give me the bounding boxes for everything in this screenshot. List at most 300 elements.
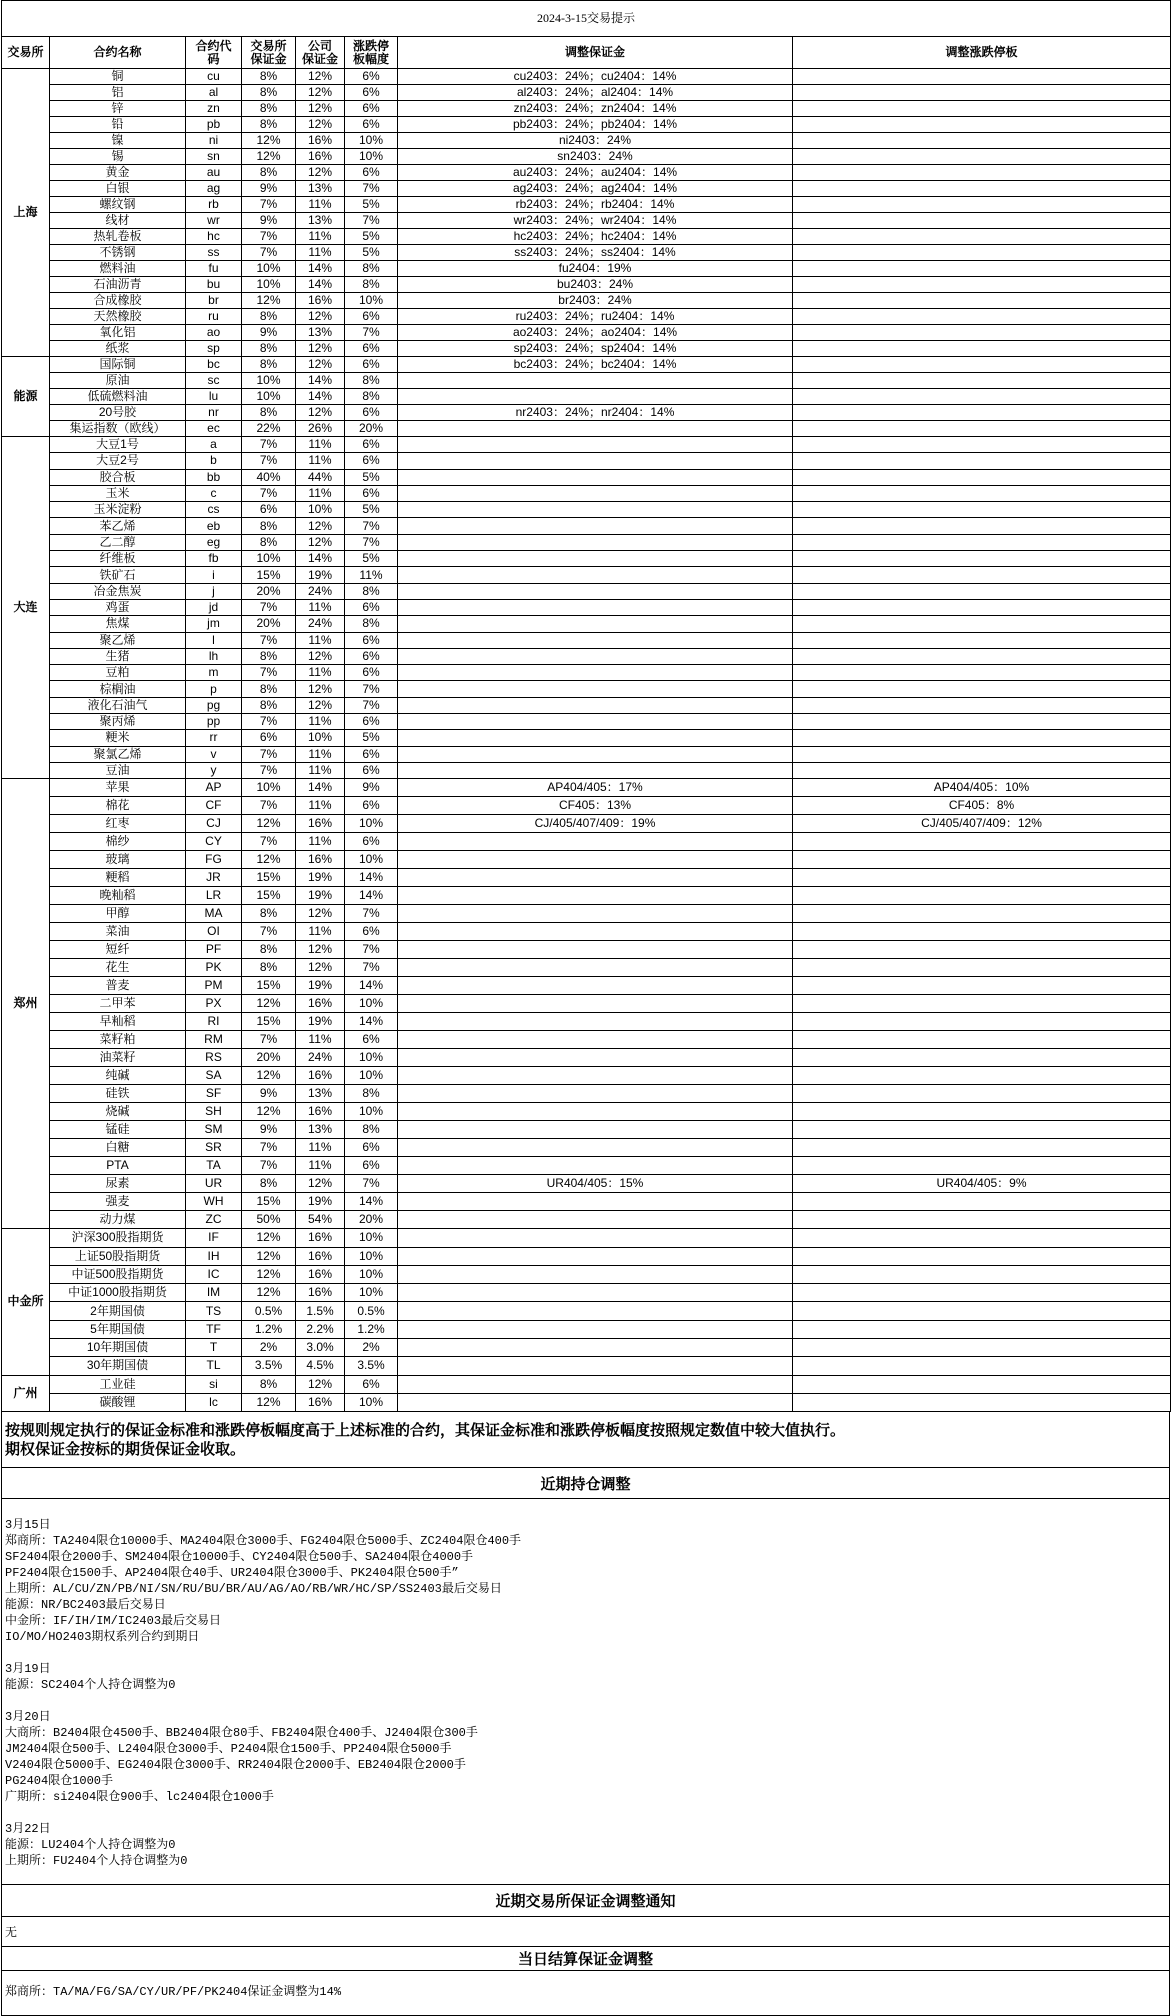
- contract-code-cell: ss: [186, 245, 242, 261]
- company-margin-cell: 13%: [296, 1085, 345, 1103]
- adjusted-limit-cell: [793, 1157, 1171, 1175]
- limit-range-cell: 10%: [345, 1247, 398, 1265]
- adjusted-margin-cell: fu2404：19%: [398, 261, 793, 277]
- contract-name-cell: 集运指数（欧线）: [50, 421, 186, 437]
- adjusted-limit-cell: [793, 869, 1171, 887]
- company-margin-cell: 11%: [296, 1031, 345, 1049]
- adjusted-margin-cell: hc2403：24%；hc2404：14%: [398, 229, 793, 245]
- contract-name-cell: 铅: [50, 117, 186, 133]
- table-row: [2, 85, 1171, 101]
- adjusted-margin-cell: [398, 469, 793, 485]
- contract-name-cell: 20号胶: [50, 405, 186, 421]
- company-margin-cell: 14%: [296, 373, 345, 389]
- adjusted-limit-cell: [793, 149, 1171, 165]
- company-margin-cell: 19%: [296, 1013, 345, 1031]
- position-adjust-line: 3月19日: [5, 1662, 51, 1677]
- header-row: [2, 37, 1171, 69]
- limit-range-cell: 7%: [345, 959, 398, 977]
- adjusted-margin-cell: [398, 1302, 793, 1320]
- margin-table: [1, 0, 1171, 1412]
- adjusted-limit-cell: AP404/405：10%: [793, 779, 1171, 797]
- position-adjust-line: 能源：SC2404个人持仓调整为0: [5, 1678, 176, 1693]
- contract-code-cell: rb: [186, 197, 242, 213]
- adjusted-limit-cell: [793, 485, 1171, 501]
- company-margin-cell: 4.5%: [296, 1357, 345, 1375]
- adjusted-limit-cell: [793, 309, 1171, 325]
- margin-notice-body: 无: [1, 1917, 1170, 1947]
- header-exchange: 交易所: [2, 37, 50, 69]
- contract-code-cell: RS: [186, 1049, 242, 1067]
- title-row: [2, 1, 1171, 37]
- limit-range-cell: 5%: [345, 245, 398, 261]
- exchange-margin-cell: 6%: [242, 730, 296, 746]
- adjusted-limit-cell: UR404/405：9%: [793, 1175, 1171, 1193]
- adjusted-limit-cell: [793, 101, 1171, 117]
- header-limit-range: [345, 37, 398, 69]
- limit-range-cell: 5%: [345, 469, 398, 485]
- contract-code-cell: OI: [186, 923, 242, 941]
- contract-code-cell: bc: [186, 357, 242, 373]
- table-row: [2, 851, 1171, 869]
- contract-code-cell: UR: [186, 1175, 242, 1193]
- company-margin-cell: 13%: [296, 213, 345, 229]
- adjusted-margin-cell: AP404/405：17%: [398, 779, 793, 797]
- contract-name-cell: 铝: [50, 85, 186, 101]
- contract-name-cell: 工业硅: [50, 1375, 186, 1393]
- contract-code-cell: ru: [186, 309, 242, 325]
- exchange-margin-cell: 12%: [242, 1247, 296, 1265]
- position-adjust-line: [5, 1805, 1166, 1821]
- limit-range-cell: 6%: [345, 357, 398, 373]
- contract-name-cell: 硅铁: [50, 1085, 186, 1103]
- contract-code-cell: jd: [186, 599, 242, 615]
- contract-code-cell: cs: [186, 502, 242, 518]
- exchange-cell: 大连: [2, 437, 50, 779]
- table-row: [2, 730, 1171, 746]
- contract-name-cell: 中证1000股指期货: [50, 1284, 186, 1302]
- position-adjust-line: [5, 1645, 1166, 1661]
- contract-name-cell: PTA: [50, 1157, 186, 1175]
- adjusted-margin-cell: [398, 959, 793, 977]
- company-margin-cell: 11%: [296, 453, 345, 469]
- contract-name-cell: 纯碱: [50, 1067, 186, 1085]
- exchange-margin-cell: 10%: [242, 261, 296, 277]
- adjusted-limit-cell: [793, 1085, 1171, 1103]
- contract-name-cell: 5年期国债: [50, 1320, 186, 1338]
- exchange-margin-cell: 8%: [242, 941, 296, 959]
- company-margin-cell: 24%: [296, 583, 345, 599]
- adjusted-limit-cell: [793, 357, 1171, 373]
- company-margin-cell: 12%: [296, 309, 345, 325]
- contract-code-cell: CY: [186, 833, 242, 851]
- table-row: [2, 133, 1171, 149]
- limit-range-cell: 6%: [345, 797, 398, 815]
- header-line: 涨跌停: [352, 38, 389, 53]
- adjusted-limit-cell: [793, 1247, 1171, 1265]
- company-margin-cell: 11%: [296, 197, 345, 213]
- contract-code-cell: RI: [186, 1013, 242, 1031]
- contract-code-cell: IM: [186, 1284, 242, 1302]
- adjusted-margin-cell: [398, 1357, 793, 1375]
- adjusted-margin-cell: [398, 730, 793, 746]
- company-margin-cell: 12%: [296, 697, 345, 713]
- exchange-margin-cell: 8%: [242, 85, 296, 101]
- table-row: [2, 165, 1171, 181]
- contract-name-cell: 黄金: [50, 165, 186, 181]
- limit-range-cell: 11%: [345, 567, 398, 583]
- adjusted-margin-cell: [398, 1393, 793, 1411]
- rules-note: [1, 1412, 1170, 1468]
- limit-range-cell: 5%: [345, 730, 398, 746]
- company-margin-cell: 12%: [296, 117, 345, 133]
- exchange-margin-cell: 8%: [242, 309, 296, 325]
- exchange-margin-cell: 15%: [242, 887, 296, 905]
- adjusted-margin-cell: [398, 1265, 793, 1283]
- settlement-margin-heading: 当日结算保证金调整: [1, 1947, 1170, 1971]
- contract-name-cell: 豆油: [50, 762, 186, 778]
- contract-name-cell: 聚丙烯: [50, 714, 186, 730]
- adjusted-margin-cell: [398, 1284, 793, 1302]
- company-margin-cell: 24%: [296, 1049, 345, 1067]
- limit-range-cell: 6%: [345, 1139, 398, 1157]
- table-row: [2, 977, 1171, 995]
- contract-code-cell: br: [186, 293, 242, 309]
- limit-range-cell: 7%: [345, 697, 398, 713]
- contract-code-cell: lu: [186, 389, 242, 405]
- exchange-margin-cell: 7%: [242, 714, 296, 730]
- contract-code-cell: IC: [186, 1265, 242, 1283]
- adjusted-limit-cell: [793, 567, 1171, 583]
- contract-code-cell: IF: [186, 1229, 242, 1247]
- adjusted-margin-cell: [398, 437, 793, 453]
- position-adjust-line: 3月15日: [5, 1518, 51, 1533]
- limit-range-cell: 6%: [345, 1375, 398, 1393]
- company-margin-cell: 11%: [296, 485, 345, 501]
- company-margin-cell: 16%: [296, 293, 345, 309]
- settlement-margin-body: 郑商所：TA/MA/FG/SA/CY/UR/PF/PK2404保证金调整为14%: [1, 1971, 1170, 2016]
- exchange-margin-cell: 8%: [242, 959, 296, 977]
- contract-code-cell: eb: [186, 518, 242, 534]
- position-adjust-line: 郑商所：TA2404限仓10000手、MA2404限仓3000手、FG2404限仓5000手、ZC2404限仓400手: [5, 1534, 522, 1549]
- table-row: [2, 518, 1171, 534]
- table-row: [2, 1229, 1171, 1247]
- adjusted-limit-cell: [793, 85, 1171, 101]
- adjusted-limit-cell: [793, 1067, 1171, 1085]
- table-row: [2, 502, 1171, 518]
- company-margin-cell: 11%: [296, 229, 345, 245]
- table-row: [2, 421, 1171, 437]
- contract-name-cell: 线材: [50, 213, 186, 229]
- table-row: [2, 1357, 1171, 1375]
- header-line: 保证金: [250, 51, 287, 66]
- limit-range-cell: 2%: [345, 1339, 398, 1357]
- exchange-margin-cell: 10%: [242, 779, 296, 797]
- table-row: [2, 1139, 1171, 1157]
- contract-name-cell: 苯乙烯: [50, 518, 186, 534]
- adjusted-limit-cell: [793, 405, 1171, 421]
- exchange-margin-cell: 7%: [242, 1157, 296, 1175]
- adjusted-margin-cell: [398, 1085, 793, 1103]
- adjusted-margin-cell: [398, 995, 793, 1013]
- contract-name-cell: 动力煤: [50, 1211, 186, 1229]
- contract-code-cell: ZC: [186, 1211, 242, 1229]
- contract-name-cell: 锌: [50, 101, 186, 117]
- company-margin-cell: 12%: [296, 534, 345, 550]
- company-margin-cell: 19%: [296, 1193, 345, 1211]
- exchange-margin-cell: 8%: [242, 697, 296, 713]
- adjusted-margin-cell: [398, 567, 793, 583]
- adjusted-margin-cell: [398, 923, 793, 941]
- table-row: [2, 357, 1171, 373]
- table-row: [2, 485, 1171, 501]
- table-row: [2, 453, 1171, 469]
- adjusted-limit-cell: [793, 389, 1171, 405]
- limit-range-cell: 6%: [345, 165, 398, 181]
- table-row: [2, 101, 1171, 117]
- header-company-margin: [296, 37, 345, 69]
- adjusted-margin-cell: [398, 681, 793, 697]
- table-row: [2, 1121, 1171, 1139]
- exchange-margin-cell: 8%: [242, 69, 296, 85]
- contract-code-cell: a: [186, 437, 242, 453]
- contract-name-cell: 氧化铝: [50, 325, 186, 341]
- adjusted-limit-cell: [793, 1284, 1171, 1302]
- contract-name-cell: 中证500股指期货: [50, 1265, 186, 1283]
- contract-code-cell: TF: [186, 1320, 242, 1338]
- company-margin-cell: 3.0%: [296, 1339, 345, 1357]
- exchange-margin-cell: 10%: [242, 277, 296, 293]
- contract-code-cell: IH: [186, 1247, 242, 1265]
- contract-code-cell: SH: [186, 1103, 242, 1121]
- adjusted-limit-cell: [793, 714, 1171, 730]
- header-exchange-margin: [242, 37, 296, 69]
- adjusted-margin-cell: [398, 1247, 793, 1265]
- contract-code-cell: ao: [186, 325, 242, 341]
- company-margin-cell: 11%: [296, 923, 345, 941]
- limit-range-cell: 6%: [345, 485, 398, 501]
- table-row: [2, 261, 1171, 277]
- adjusted-limit-cell: [793, 197, 1171, 213]
- limit-range-cell: 10%: [345, 1067, 398, 1085]
- exchange-margin-cell: 12%: [242, 815, 296, 833]
- adjusted-margin-cell: rb2403：24%；rb2404：14%: [398, 197, 793, 213]
- company-margin-cell: 14%: [296, 261, 345, 277]
- adjusted-margin-cell: [398, 632, 793, 648]
- contract-name-cell: 低硫燃料油: [50, 389, 186, 405]
- table-row: [2, 567, 1171, 583]
- contract-name-cell: 菜油: [50, 923, 186, 941]
- exchange-margin-cell: 12%: [242, 1067, 296, 1085]
- contract-code-cell: nr: [186, 405, 242, 421]
- adjusted-margin-cell: al2403：24%；al2404：14%: [398, 85, 793, 101]
- header-line: 保证金: [301, 51, 338, 66]
- company-margin-cell: 16%: [296, 149, 345, 165]
- company-margin-cell: 16%: [296, 1103, 345, 1121]
- adjusted-margin-cell: cu2403：24%；cu2404：14%: [398, 69, 793, 85]
- exchange-margin-cell: 3.5%: [242, 1357, 296, 1375]
- exchange-margin-cell: 8%: [242, 681, 296, 697]
- adjusted-margin-cell: bu2403：24%: [398, 277, 793, 293]
- contract-code-cell: LR: [186, 887, 242, 905]
- limit-range-cell: 6%: [345, 599, 398, 615]
- adjusted-limit-cell: [793, 977, 1171, 995]
- adjusted-limit-cell: CF405：8%: [793, 797, 1171, 815]
- company-margin-cell: 2.2%: [296, 1320, 345, 1338]
- table-row: [2, 869, 1171, 887]
- table-row: [2, 941, 1171, 959]
- exchange-margin-cell: 7%: [242, 746, 296, 762]
- exchange-margin-cell: 7%: [242, 197, 296, 213]
- contract-name-cell: 强麦: [50, 1193, 186, 1211]
- limit-range-cell: 10%: [345, 149, 398, 165]
- adjusted-limit-cell: [793, 534, 1171, 550]
- adjusted-margin-cell: sn2403：24%: [398, 149, 793, 165]
- adjusted-limit-cell: [793, 851, 1171, 869]
- position-adjust-line: V2404限仓5000手、EG2404限仓3000手、RR2404限仓2000手、EB2404限仓2000手: [5, 1758, 466, 1773]
- adjusted-margin-cell: [398, 502, 793, 518]
- contract-name-cell: 玉米淀粉: [50, 502, 186, 518]
- limit-range-cell: 10%: [345, 851, 398, 869]
- limit-range-cell: 7%: [345, 534, 398, 550]
- table-row: [2, 69, 1171, 85]
- company-margin-cell: 12%: [296, 959, 345, 977]
- company-margin-cell: 16%: [296, 1265, 345, 1283]
- adjusted-margin-cell: [398, 485, 793, 501]
- contract-code-cell: sp: [186, 341, 242, 357]
- exchange-margin-cell: 9%: [242, 325, 296, 341]
- adjusted-limit-cell: [793, 1103, 1171, 1121]
- exchange-margin-cell: 10%: [242, 373, 296, 389]
- contract-name-cell: 冶金焦炭: [50, 583, 186, 599]
- table-row: [2, 389, 1171, 405]
- company-margin-cell: 19%: [296, 869, 345, 887]
- contract-name-cell: 油菜籽: [50, 1049, 186, 1067]
- contract-code-cell: SM: [186, 1121, 242, 1139]
- contract-code-cell: l: [186, 632, 242, 648]
- adjusted-margin-cell: [398, 1193, 793, 1211]
- adjusted-margin-cell: [398, 1211, 793, 1229]
- adjusted-limit-cell: [793, 293, 1171, 309]
- exchange-margin-cell: 12%: [242, 1265, 296, 1283]
- contract-name-cell: 粳稻: [50, 869, 186, 887]
- position-adjust-line: 大商所：B2404限仓4500手、BB2404限仓80手、FB2404限仓400手、J2404限仓300手: [5, 1726, 478, 1741]
- contract-code-cell: MA: [186, 905, 242, 923]
- contract-name-cell: 白糖: [50, 1139, 186, 1157]
- table-row: [2, 1031, 1171, 1049]
- contract-name-cell: 棉花: [50, 797, 186, 815]
- table-row: [2, 697, 1171, 713]
- table-row: [2, 583, 1171, 599]
- exchange-margin-cell: 7%: [242, 762, 296, 778]
- limit-range-cell: 14%: [345, 869, 398, 887]
- exchange-margin-cell: 20%: [242, 583, 296, 599]
- contract-code-cell: si: [186, 1375, 242, 1393]
- adjusted-limit-cell: [793, 373, 1171, 389]
- table-row: [2, 681, 1171, 697]
- adjusted-limit-cell: [793, 730, 1171, 746]
- adjusted-margin-cell: [398, 551, 793, 567]
- table-row: [2, 746, 1171, 762]
- limit-range-cell: 8%: [345, 1085, 398, 1103]
- contract-code-cell: bu: [186, 277, 242, 293]
- contract-code-cell: PF: [186, 941, 242, 959]
- adjusted-limit-cell: [793, 648, 1171, 664]
- company-margin-cell: 12%: [296, 101, 345, 117]
- adjusted-limit-cell: [793, 681, 1171, 697]
- exchange-margin-cell: 7%: [242, 1139, 296, 1157]
- company-margin-cell: 11%: [296, 714, 345, 730]
- adjusted-limit-cell: [793, 1013, 1171, 1031]
- contract-code-cell: TS: [186, 1302, 242, 1320]
- limit-range-cell: 14%: [345, 1013, 398, 1031]
- company-margin-cell: 11%: [296, 833, 345, 851]
- contract-code-cell: sn: [186, 149, 242, 165]
- adjusted-limit-cell: [793, 923, 1171, 941]
- limit-range-cell: 1.2%: [345, 1320, 398, 1338]
- adjusted-limit-cell: [793, 1357, 1171, 1375]
- company-margin-cell: 11%: [296, 245, 345, 261]
- contract-code-cell: v: [186, 746, 242, 762]
- table-row: [2, 779, 1171, 797]
- table-row: [2, 714, 1171, 730]
- limit-range-cell: 6%: [345, 714, 398, 730]
- contract-code-cell: JR: [186, 869, 242, 887]
- contract-code-cell: bb: [186, 469, 242, 485]
- adjusted-margin-cell: [398, 746, 793, 762]
- limit-range-cell: 6%: [345, 1157, 398, 1175]
- adjusted-margin-cell: [398, 714, 793, 730]
- adjusted-margin-cell: [398, 762, 793, 778]
- contract-name-cell: 铁矿石: [50, 567, 186, 583]
- header-line: 交易所: [250, 38, 287, 53]
- contract-name-cell: 碳酸锂: [50, 1393, 186, 1411]
- adjusted-margin-cell: [398, 534, 793, 550]
- adjusted-limit-cell: [793, 616, 1171, 632]
- adjusted-limit-cell: [793, 421, 1171, 437]
- company-margin-cell: 11%: [296, 1139, 345, 1157]
- limit-range-cell: 10%: [345, 1103, 398, 1121]
- company-margin-cell: 14%: [296, 277, 345, 293]
- adjusted-margin-cell: [398, 851, 793, 869]
- adjusted-limit-cell: [793, 437, 1171, 453]
- position-adjust-line: PG2404限仓1000手: [5, 1774, 114, 1789]
- table-row: [2, 632, 1171, 648]
- header-contract-name: 合约名称: [50, 37, 186, 69]
- limit-range-cell: 8%: [345, 261, 398, 277]
- adjusted-limit-cell: [793, 551, 1171, 567]
- exchange-margin-cell: 7%: [242, 923, 296, 941]
- table-row: [2, 1013, 1171, 1031]
- limit-range-cell: 6%: [345, 85, 398, 101]
- limit-range-cell: 10%: [345, 1265, 398, 1283]
- limit-range-cell: 7%: [345, 325, 398, 341]
- limit-range-cell: 10%: [345, 995, 398, 1013]
- exchange-margin-cell: 0.5%: [242, 1302, 296, 1320]
- adjusted-limit-cell: [793, 1139, 1171, 1157]
- contract-name-cell: 大豆1号: [50, 437, 186, 453]
- table-row: [2, 213, 1171, 229]
- exchange-margin-cell: 8%: [242, 534, 296, 550]
- adjusted-limit-cell: [793, 1049, 1171, 1067]
- company-margin-cell: 11%: [296, 1157, 345, 1175]
- contract-name-cell: 锡: [50, 149, 186, 165]
- adjusted-limit-cell: [793, 181, 1171, 197]
- exchange-margin-cell: 8%: [242, 1175, 296, 1193]
- company-margin-cell: 13%: [296, 325, 345, 341]
- adjusted-margin-cell: UR404/405：15%: [398, 1175, 793, 1193]
- exchange-margin-cell: 1.2%: [242, 1320, 296, 1338]
- table-row: [2, 1320, 1171, 1338]
